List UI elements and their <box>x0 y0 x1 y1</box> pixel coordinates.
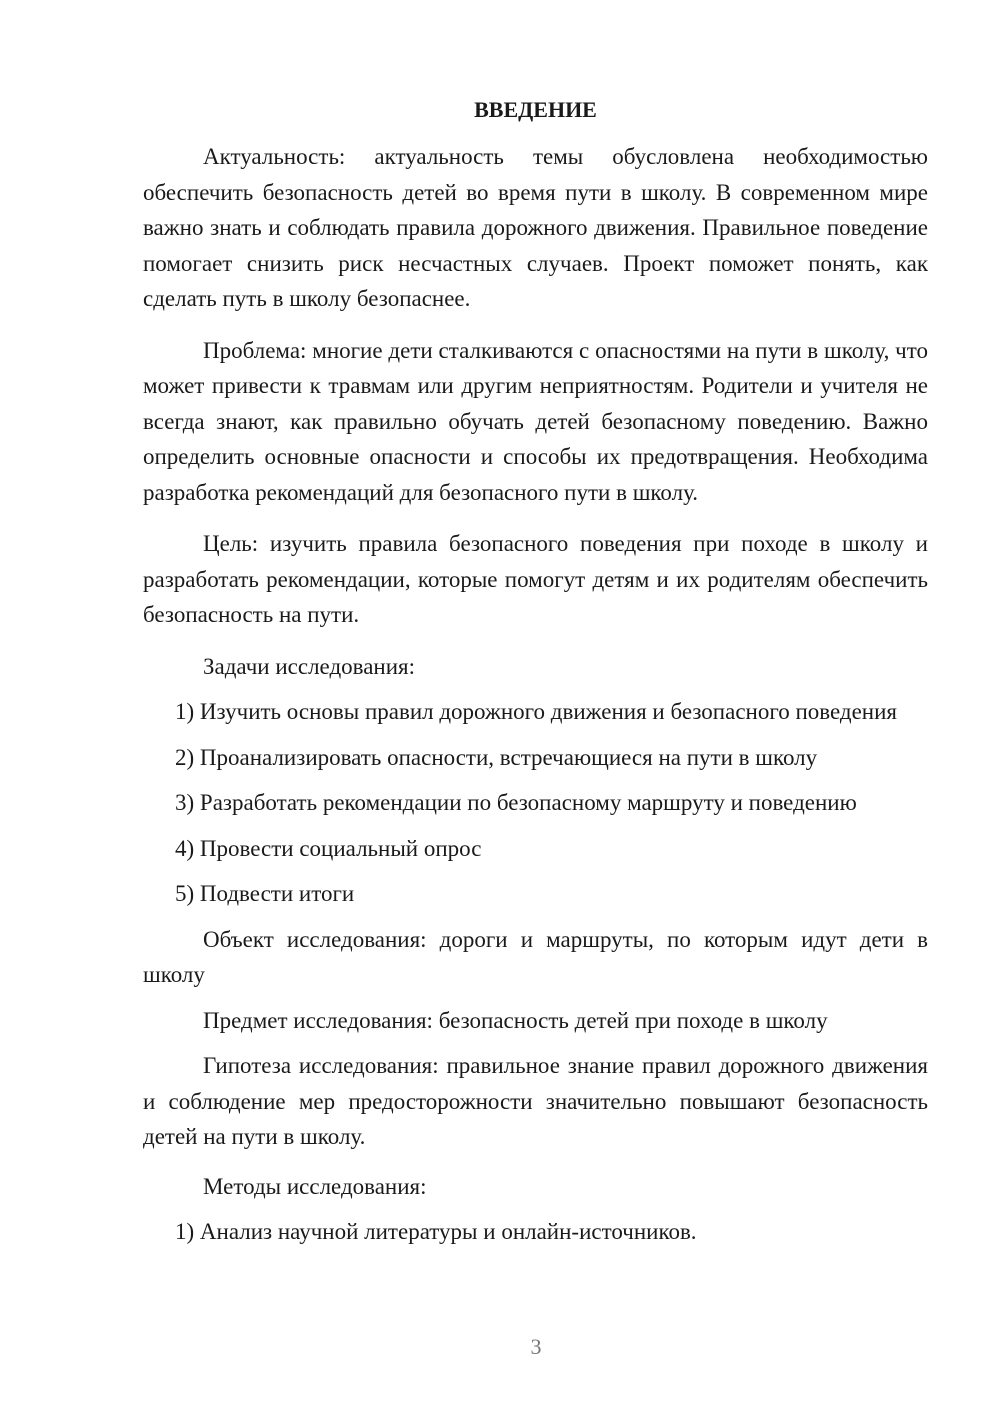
document-page <box>143 92 928 1260</box>
list-item: 2) Проанализировать опасности, встречающиеся на пути в школу <box>175 744 818 770</box>
list-item: 1) Анализ научной литературы и онлайн-источников. <box>175 1219 697 1244</box>
list-item: 1) Изучить основы правил дорожного движения и безопасного поведения <box>175 699 897 724</box>
page-title: ВВЕДЕНИЕ <box>474 97 597 122</box>
tasks-list <box>143 694 928 912</box>
list-item: 4) Провести социальный опрос <box>175 835 482 861</box>
problem-paragraph: Проблема: многие дети сталкиваются с опасностями на пути в школу, что может привести к травмам или другим неприятностям. Родители и учителя не всегда знают, как правильно обучать детей безопасному поведению. Важно определить основные опасности и способы их предотвращения. Необходима разработка рекомендаций для безопасного пути в школу. <box>143 337 928 505</box>
tasks-heading: Задачи исследования: <box>203 653 416 679</box>
goal-paragraph: Цель: изучить правила безопасного поведения при походе в школу и разработать рекомендации, которые помогут детям и их родителям обеспечить безопасность на пути. <box>143 531 928 627</box>
list-item: 3) Разработать рекомендации по безопасному маршруту и поведению <box>175 790 857 815</box>
list-item: 5) Подвести итоги <box>175 881 355 906</box>
object-paragraph: Объект исследования: дороги и маршруты, по которым идут дети в школу <box>143 926 928 987</box>
page-number: 3 <box>530 1334 542 1359</box>
hypothesis-paragraph: Гипотеза исследования: правильное знание правил дорожного движения и соблюдение мер предосторожности значительно повышают безопасность детей на пути в школу. <box>143 1053 928 1149</box>
subject-paragraph: Предмет исследования: безопасность детей при походе в школу <box>203 1007 828 1033</box>
relevance-paragraph: Актуальность: актуальность темы обусловлена необходимостью обеспечить безопасность детей во время пути в школу. В современном мире важно знать и соблюдать правила дорожного движения. Правильное поведение помогает снизить риск несчастных случаев. Проект поможет понять, как сделать путь в школу безопаснее. <box>143 144 928 311</box>
methods-heading: Методы исследования: <box>203 1173 427 1199</box>
methods-list <box>143 1214 928 1250</box>
